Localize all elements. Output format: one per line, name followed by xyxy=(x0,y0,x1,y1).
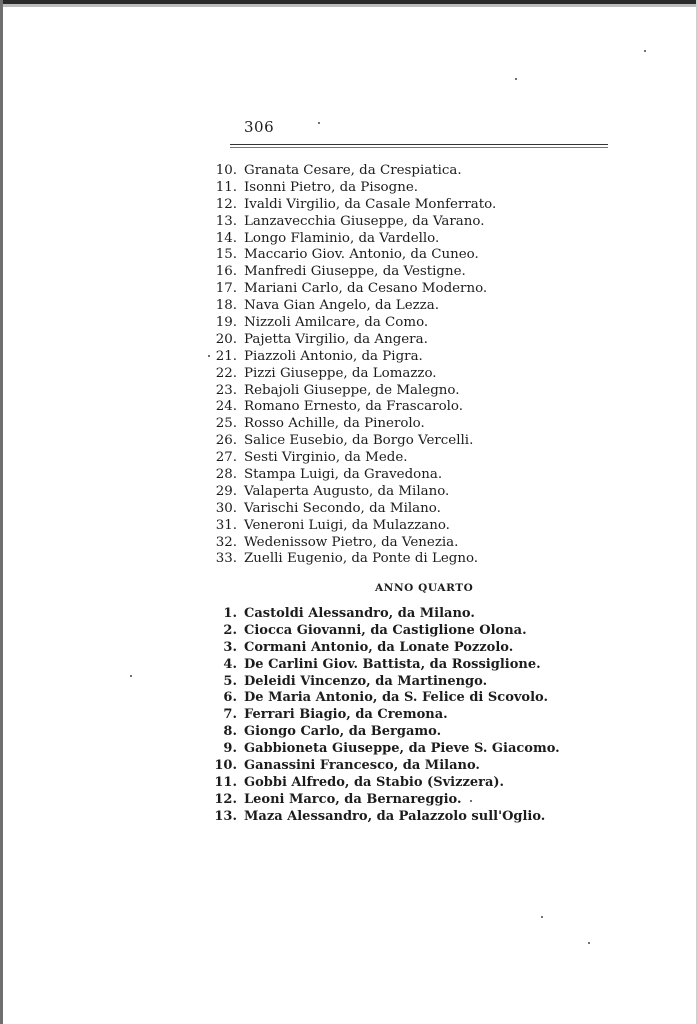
scan-left-edge xyxy=(0,0,3,1024)
entry-text: Pajetta Virgilio, da Angera. xyxy=(244,331,428,347)
entry-text: Zuelli Eugenio, da Ponte di Legno. xyxy=(244,551,479,567)
list-item xyxy=(212,518,496,535)
list-item xyxy=(212,623,560,640)
list-item xyxy=(212,535,496,552)
student-list-anno-quarto xyxy=(212,606,560,826)
entry-text: Lanzavecchia Giuseppe, da Varano. xyxy=(244,213,485,229)
entry-text: Longo Flaminio, da Vardello. xyxy=(244,230,440,246)
entry-text: Granata Cesare, da Crespiatica. xyxy=(244,163,462,178)
list-item xyxy=(212,281,496,298)
entry-text: Wedenissow Pietro, da Venezia. xyxy=(244,534,459,550)
entry-number: 5. xyxy=(223,673,237,689)
entry-number: 15. xyxy=(215,247,237,263)
entry-number: 10. xyxy=(215,163,237,178)
entry-text: Nizzoli Amilcare, da Como. xyxy=(244,315,429,331)
entry-number: 18. xyxy=(215,298,237,314)
entry-text: Rosso Achille, da Pinerolo. xyxy=(244,416,425,432)
list-item xyxy=(212,315,496,332)
student-list-continued xyxy=(212,163,496,568)
list-item xyxy=(212,450,496,467)
entry-text: Ganassini Francesco, da Milano. xyxy=(244,758,480,774)
list-item xyxy=(212,674,560,691)
entry-text: Salice Eusebio, da Borgo Vercelli. xyxy=(244,433,474,449)
entry-text: Manfredi Giuseppe, da Vestigne. xyxy=(244,264,466,280)
list-item xyxy=(212,214,496,231)
entry-number: 8. xyxy=(223,724,237,740)
list-item xyxy=(212,231,496,248)
entry-number: 1. xyxy=(223,606,237,621)
scan-speck xyxy=(470,800,472,802)
entry-text: Gabbioneta Giuseppe, da Pieve S. Giacomo. xyxy=(244,741,560,757)
entry-number: 19. xyxy=(215,315,237,331)
header-rule-secondary xyxy=(230,147,608,148)
entry-text: Veneroni Luigi, da Mulazzano. xyxy=(244,517,450,533)
entry-number: 10. xyxy=(214,758,237,774)
entry-number: 4. xyxy=(223,656,237,672)
list-item xyxy=(212,707,560,724)
list-item xyxy=(212,163,496,180)
entry-text: Nava Gian Angelo, da Lezza. xyxy=(244,298,439,314)
entry-text: Pizzi Giuseppe, da Lomazzo. xyxy=(244,365,437,381)
entry-text: Stampa Luigi, da Gravedona. xyxy=(244,467,443,483)
entry-number: 33. xyxy=(215,551,237,567)
entry-number: 30. xyxy=(215,500,237,516)
entry-number: 29. xyxy=(215,483,237,499)
list-item xyxy=(212,741,560,758)
list-item xyxy=(212,332,496,349)
list-item xyxy=(212,640,560,657)
entry-number: 12. xyxy=(214,791,237,807)
entry-text: Leoni Marco, da Bernareggio. xyxy=(244,791,462,807)
list-item xyxy=(212,383,496,400)
entry-text: Sesti Virginio, da Mede. xyxy=(244,450,408,466)
entry-text: Isonni Pietro, da Pisogne. xyxy=(244,179,418,195)
list-item xyxy=(212,657,560,674)
entry-number: 25. xyxy=(215,416,237,432)
entry-number: 27. xyxy=(215,450,237,466)
entry-number: 28. xyxy=(215,467,237,483)
list-item xyxy=(212,758,560,775)
entry-number: 16. xyxy=(215,264,237,280)
entry-number: 11. xyxy=(214,774,237,790)
list-item xyxy=(212,399,496,416)
section-heading: ANNO QUARTO xyxy=(375,582,474,594)
entry-number: 32. xyxy=(215,534,237,550)
entry-text: Deleidi Vincenzo, da Martinengo. xyxy=(244,673,488,689)
entry-text: Castoldi Alessandro, da Milano. xyxy=(244,606,475,621)
entry-number: 2. xyxy=(223,622,237,638)
entry-text: Varischi Secondo, da Milano. xyxy=(244,500,441,516)
entry-number: 7. xyxy=(223,707,237,723)
entry-text: Gobbi Alfredo, da Stabio (Svizzera). xyxy=(244,774,505,790)
entry-number: 13. xyxy=(215,213,237,229)
entry-number: 12. xyxy=(215,196,237,212)
scan-speck xyxy=(515,78,517,80)
scan-speck xyxy=(318,122,320,124)
entry-text: Ciocca Giovanni, da Castiglione Olona. xyxy=(244,622,527,638)
entry-number: 6. xyxy=(223,690,237,706)
entry-text: Piazzoli Antonio, da Pigra. xyxy=(244,348,423,364)
list-item xyxy=(212,467,496,484)
scan-speck xyxy=(644,50,646,52)
entry-text: Giongo Carlo, da Bergamo. xyxy=(244,724,442,740)
entry-text: Ivaldi Virgilio, da Casale Monferrato. xyxy=(244,196,497,212)
entry-number: 21. xyxy=(215,348,237,364)
entry-text: Rebajoli Giuseppe, de Malegno. xyxy=(244,382,460,398)
entry-number: 22. xyxy=(215,365,237,381)
entry-text: Cormani Antonio, da Lonate Pozzolo. xyxy=(244,639,514,655)
list-item xyxy=(212,809,560,826)
list-item xyxy=(212,551,496,568)
entry-text: Maza Alessandro, da Palazzolo sull'Oglio. xyxy=(244,808,546,824)
entry-text: Valaperta Augusto, da Milano. xyxy=(244,483,450,499)
list-item xyxy=(212,606,560,623)
list-item xyxy=(212,484,496,501)
entry-text: Mariani Carlo, da Cesano Moderno. xyxy=(244,281,488,297)
entry-number: 11. xyxy=(215,179,237,195)
entry-number: 3. xyxy=(223,639,237,655)
list-item xyxy=(212,690,560,707)
header-rule xyxy=(230,144,608,145)
entry-number: 13. xyxy=(214,808,237,824)
entry-text: Maccario Giov. Antonio, da Cuneo. xyxy=(244,247,479,263)
scan-speck xyxy=(588,942,590,944)
list-item xyxy=(212,197,496,214)
scan-speck xyxy=(541,916,543,918)
scan-speck xyxy=(208,355,210,357)
entry-text: De Carlini Giov. Battista, da Rossiglione. xyxy=(244,656,541,672)
entry-number: 26. xyxy=(215,433,237,449)
entry-number: 24. xyxy=(215,399,237,415)
entry-number: 23. xyxy=(215,382,237,398)
entry-text: Ferrari Biagio, da Cremona. xyxy=(244,707,448,723)
entry-number: 9. xyxy=(223,741,237,757)
entry-text: De Maria Antonio, da S. Felice di Scovolo. xyxy=(244,690,549,706)
list-item xyxy=(212,349,496,366)
entry-number: 20. xyxy=(215,331,237,347)
entry-number: 17. xyxy=(215,281,237,297)
list-item xyxy=(212,501,496,518)
list-item xyxy=(212,366,496,383)
list-item xyxy=(212,433,496,450)
scan-top-shadow xyxy=(0,4,698,7)
page-number: 306 xyxy=(244,118,275,136)
entry-number: 14. xyxy=(215,230,237,246)
scan-speck xyxy=(130,675,132,677)
list-item xyxy=(212,792,560,809)
list-item xyxy=(212,264,496,281)
entry-text: Romano Ernesto, da Frascarolo. xyxy=(244,399,463,415)
list-item xyxy=(212,416,496,433)
list-item xyxy=(212,180,496,197)
list-item xyxy=(212,247,496,264)
list-item xyxy=(212,775,560,792)
list-item xyxy=(212,724,560,741)
list-item xyxy=(212,298,496,315)
entry-number: 31. xyxy=(215,517,237,533)
